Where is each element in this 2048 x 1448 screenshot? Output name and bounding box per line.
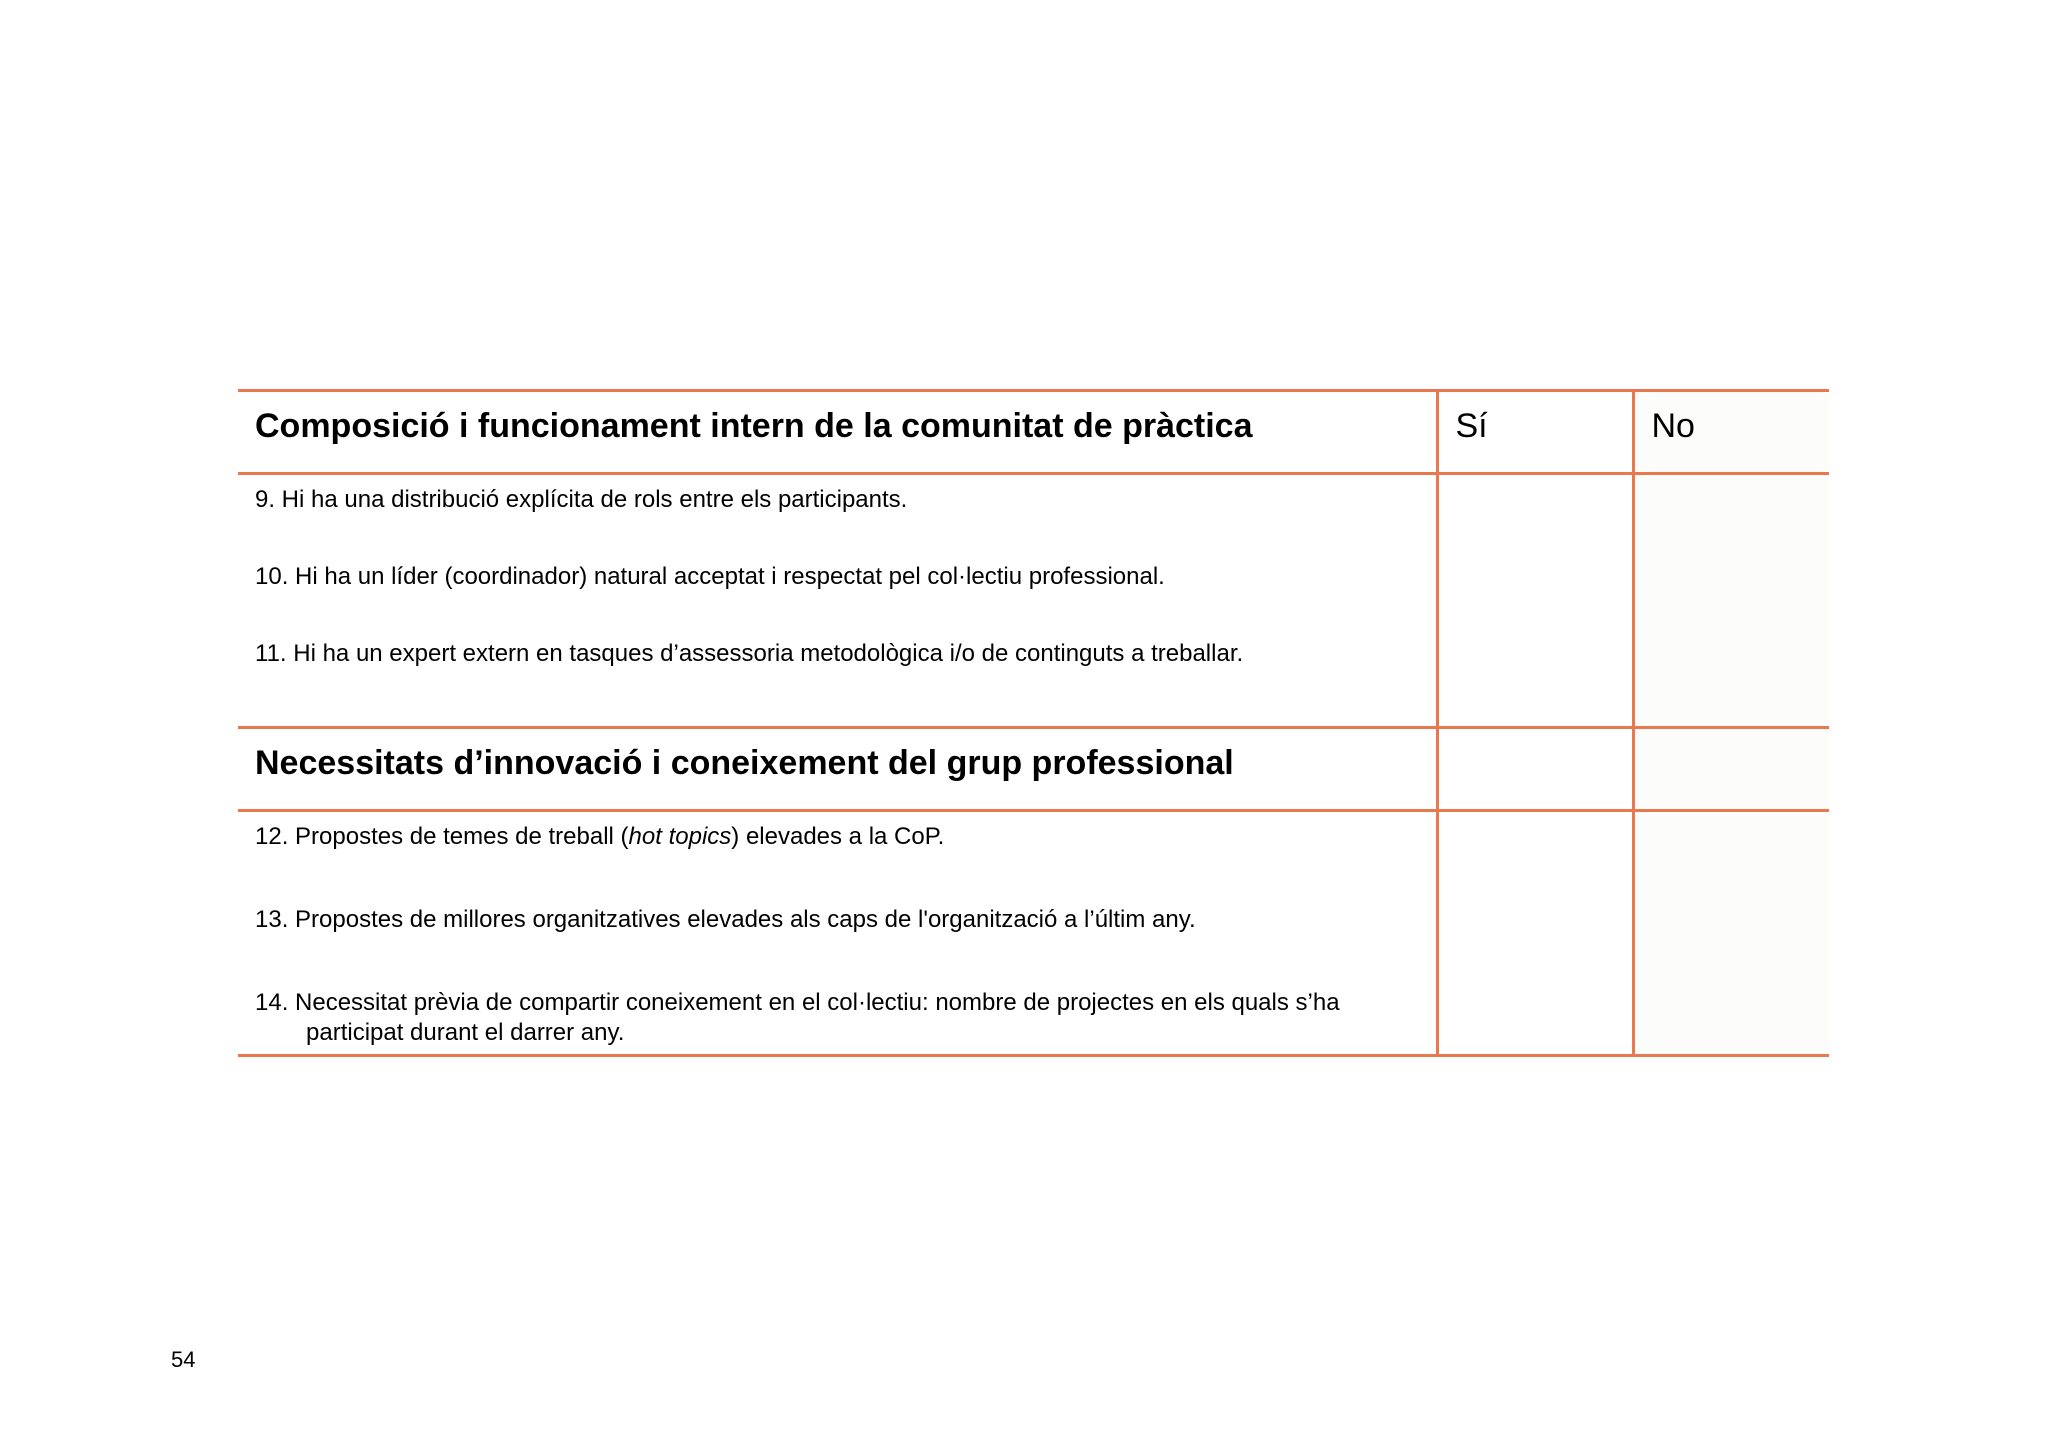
items-cell: [238, 474, 1437, 728]
no-answer-cell[interactable]: [1633, 811, 1829, 1056]
item-text: ) elevades a la CoP.: [731, 823, 945, 850]
section-header-row: [238, 391, 1829, 474]
page-number: 54: [171, 1347, 196, 1372]
section-title-cell: [238, 391, 1437, 474]
section-title: Composició i funcionament intern de la comunitat de pràctica: [255, 407, 1253, 445]
items-cell: [238, 811, 1437, 1056]
no-label: No: [1651, 407, 1695, 445]
no-column-header: [1633, 728, 1829, 811]
section-items-row: [238, 811, 1829, 1056]
item-text: 12. Propostes de temes de treball (: [255, 823, 629, 850]
yes-answer-cell[interactable]: [1437, 811, 1633, 1056]
section-title: Necessitats d’innovació i coneixement del grup professional: [255, 744, 1234, 782]
yes-column-header: [1437, 728, 1633, 811]
yes-label: Sí: [1455, 407, 1488, 445]
checklist-item: 13. Propostes de millores organitzatives elevades als caps de l'organització a l’últim any.: [255, 906, 1196, 933]
checklist-item: 10. Hi ha un líder (coordinador) natural acceptat i respectat pel col·lectiu professional.: [255, 563, 1165, 590]
section-header-row: [238, 728, 1829, 811]
yes-column-header: [1437, 391, 1633, 474]
section-title-cell: [238, 728, 1437, 811]
no-answer-cell[interactable]: [1633, 474, 1829, 728]
item-italic-text: hot topics: [628, 823, 732, 850]
section-items-row: [238, 474, 1829, 728]
checklist-item: [255, 822, 1419, 852]
checklist-item: 14. Necessitat prèvia de compartir coneixement en el col·lectiu: nombre de projectes en els quals s’ha participat durant el darrer any.: [255, 989, 1340, 1046]
checklist-table: [238, 389, 1829, 1057]
checklist-item: 9. Hi ha una distribució explícita de rols entre els participants.: [255, 486, 908, 513]
checklist-item: 11. Hi ha un expert extern en tasques d’assessoria metodològica i/o de continguts a treballar.: [255, 640, 1244, 667]
checklist-table-container: [238, 389, 1829, 1057]
no-column-header: [1633, 391, 1829, 474]
yes-answer-cell[interactable]: [1437, 474, 1633, 728]
